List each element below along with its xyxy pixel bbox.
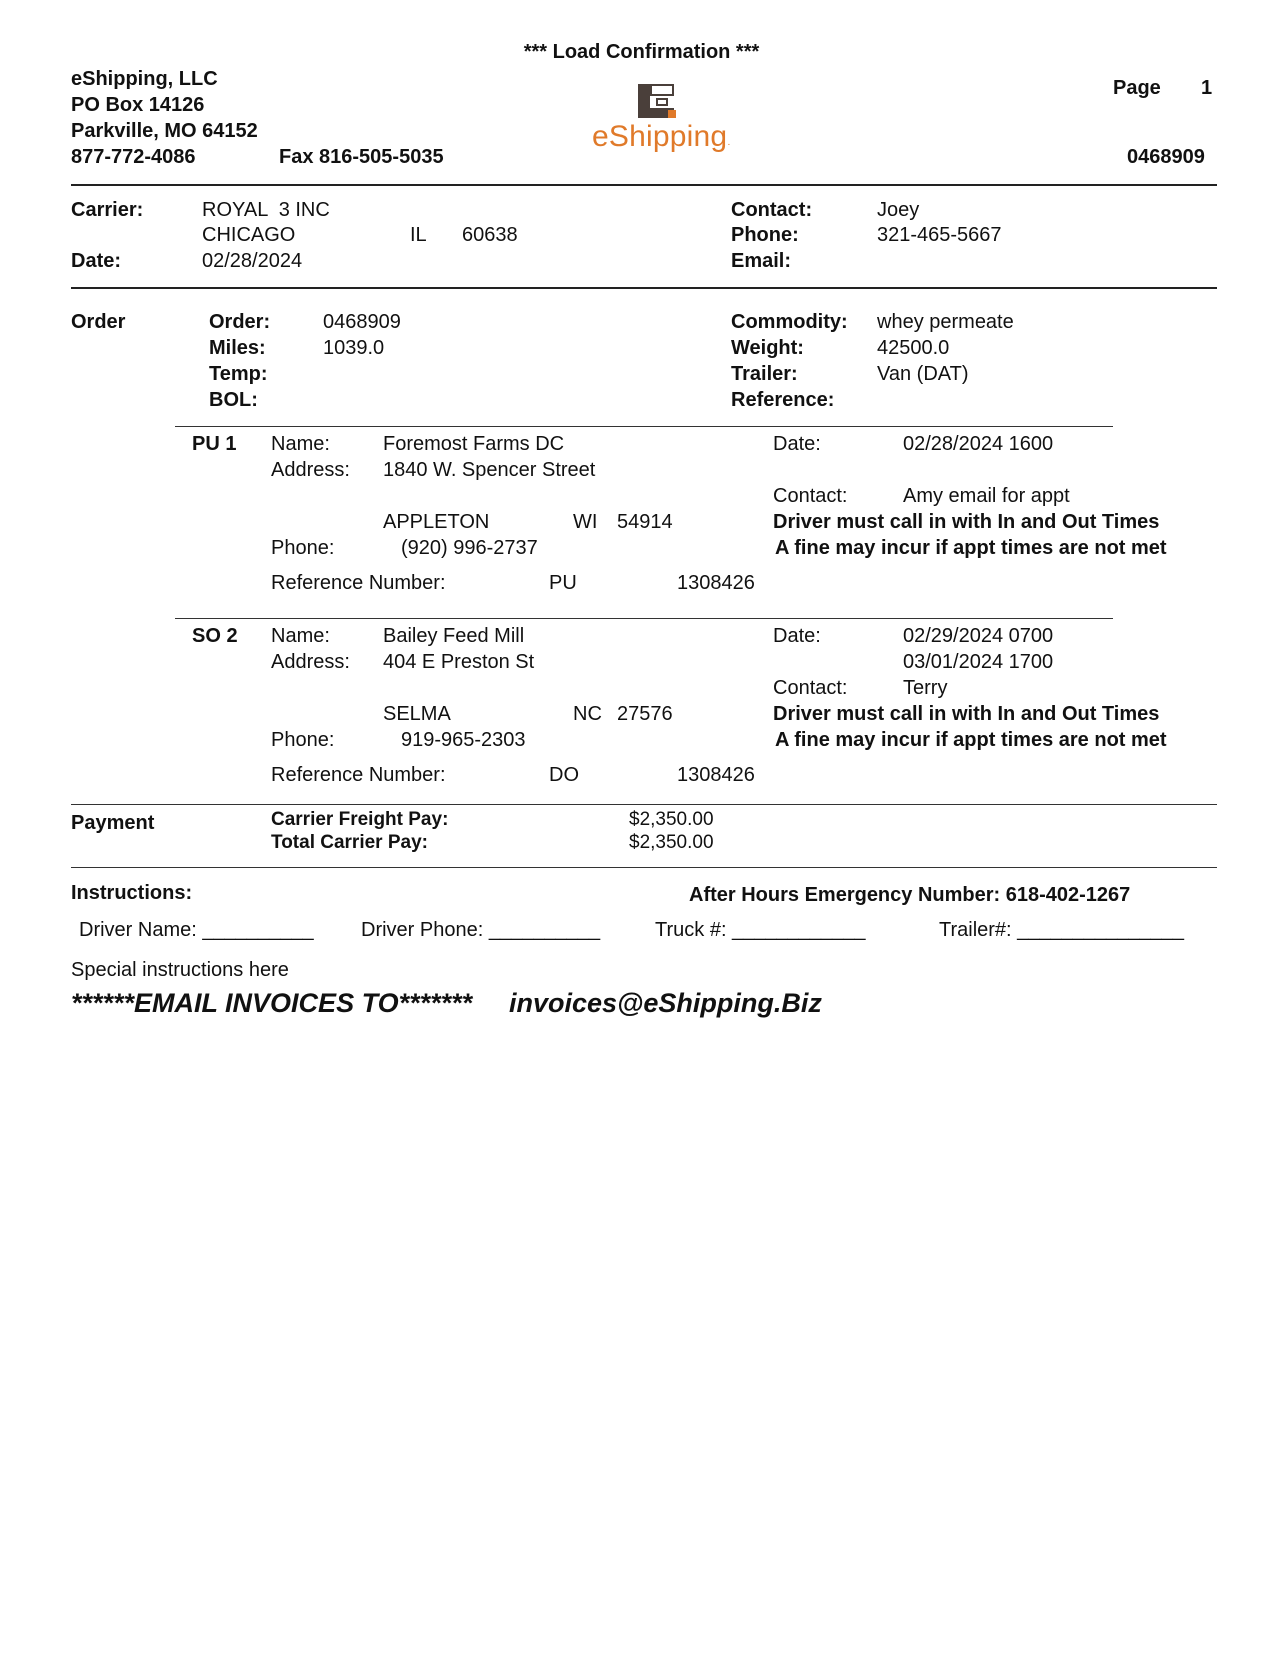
commodity-value: whey permeate (877, 311, 1014, 333)
stop-phone: (920) 996-2737 (401, 537, 538, 559)
stop-contact-label: Contact: (773, 677, 848, 699)
company-address-2: Parkville, MO 64152 (71, 120, 258, 142)
stop-contact-label: Contact: (773, 485, 848, 507)
stop-name-label: Name: (271, 625, 330, 647)
stop-city: APPLETON (383, 511, 490, 533)
payment-section-label: Payment (71, 812, 155, 834)
divider (71, 867, 1217, 868)
stop-divider (175, 618, 1113, 619)
stop-code: PU 1 (192, 433, 237, 455)
order-number-label: Order: (209, 311, 271, 333)
trailer-field: Trailer#: _______________ (939, 919, 1185, 941)
miles-label: Miles: (209, 337, 266, 359)
stop-state: NC (573, 703, 602, 725)
stop-zip: 54914 (617, 511, 673, 533)
total-pay-value: $2,350.00 (629, 832, 714, 853)
stop-note-call: Driver must call in with In and Out Times (773, 703, 1160, 725)
commodity-label: Commodity: (731, 311, 848, 333)
truck-field: Truck #: ____________ (655, 919, 866, 941)
stop-name: Foremost Farms DC (383, 433, 565, 455)
stop-divider (175, 426, 1113, 427)
logo-trademark: · (727, 139, 731, 150)
stop-name-label: Name: (271, 433, 330, 455)
eshipping-logo (590, 82, 740, 158)
stop-ref-type: PU (549, 572, 577, 594)
company-phone: 877-772-4086 (71, 146, 196, 168)
stop-date-label: Date: (773, 625, 821, 647)
divider (71, 804, 1217, 805)
carrier-zip: 60638 (462, 224, 518, 246)
load-number: 0468909 (1127, 146, 1205, 168)
stop-zip: 27576 (617, 703, 673, 725)
trailer-value: Van (DAT) (877, 363, 969, 385)
weight-value: 42500.0 (877, 337, 950, 359)
email-invoices-label: ******EMAIL INVOICES TO******* (71, 988, 473, 1018)
carrier-name: ROYAL 3 INC (202, 199, 330, 221)
carrier-state: IL (410, 224, 427, 246)
stop-date: 02/29/2024 0700 (903, 625, 1054, 647)
carrier-city: CHICAGO (202, 224, 296, 246)
bol-label: BOL: (209, 389, 258, 411)
stop-address: 404 E Preston St (383, 651, 535, 673)
page-label: Page (1113, 77, 1161, 99)
stop-note-fine: A fine may incur if appt times are not met (775, 729, 1167, 751)
carrier-phone-label: Phone: (731, 224, 799, 246)
order-section-label: Order (71, 311, 126, 333)
stop-address-label: Address: (271, 459, 350, 481)
stop-ref-label: Reference Number: (271, 572, 446, 594)
freight-pay-value: $2,350.00 (629, 809, 714, 830)
stop-ref-type: DO (549, 764, 579, 786)
total-pay-label: Total Carrier Pay: (271, 832, 428, 853)
driver-phone-field: Driver Phone: __________ (361, 919, 601, 941)
stop-contact: Amy email for appt (903, 485, 1070, 507)
driver-name-field: Driver Name: __________ (79, 919, 314, 941)
stop-ref-number: 1308426 (677, 572, 755, 594)
page-number: 1 (1201, 77, 1213, 99)
instructions-label: Instructions: (71, 882, 193, 904)
freight-pay-label: Carrier Freight Pay: (271, 809, 449, 830)
carrier-contact-label: Contact: (731, 199, 813, 221)
miles-value: 1039.0 (323, 337, 385, 359)
stop-name: Bailey Feed Mill (383, 625, 525, 647)
carrier-contact: Joey (877, 199, 920, 221)
company-name: eShipping, LLC (71, 68, 218, 90)
stop-note-fine: A fine may incur if appt times are not met (775, 537, 1167, 559)
carrier-label: Carrier: (71, 199, 144, 221)
eshipping-logo-icon (590, 82, 740, 122)
invoice-email-address: invoices@eShipping.Biz (509, 988, 822, 1018)
carrier-phone: 321-465-5667 (877, 224, 1002, 246)
stop-contact: Terry (903, 677, 948, 699)
trailer-label: Trailer: (731, 363, 798, 385)
stop-code: SO 2 (192, 625, 238, 647)
special-instructions: Special instructions here (71, 959, 289, 981)
stop-phone: 919-965-2303 (401, 729, 526, 751)
logo-text: eShipping (592, 120, 728, 153)
stop-ref-label: Reference Number: (271, 764, 446, 786)
divider (71, 184, 1217, 186)
stop-date-2: 03/01/2024 1700 (903, 651, 1054, 673)
reference-label: Reference: (731, 389, 835, 411)
stop-ref-number: 1308426 (677, 764, 755, 786)
temp-label: Temp: (209, 363, 268, 385)
stop-address-label: Address: (271, 651, 350, 673)
company-address-1: PO Box 14126 (71, 94, 205, 116)
divider (71, 287, 1217, 289)
stop-address: 1840 W. Spencer Street (383, 459, 596, 481)
weight-label: Weight: (731, 337, 804, 359)
carrier-date: 02/28/2024 (202, 250, 303, 272)
stop-city: SELMA (383, 703, 451, 725)
company-fax: Fax 816-505-5035 (279, 146, 444, 168)
emergency-number: After Hours Emergency Number: 618-402-1267 (689, 884, 1131, 906)
stop-state: WI (573, 511, 598, 533)
order-number: 0468909 (323, 311, 401, 333)
stop-phone-label: Phone: (271, 537, 335, 559)
carrier-date-label: Date: (71, 250, 122, 272)
document-title: *** Load Confirmation *** (523, 41, 760, 63)
stop-note-call: Driver must call in with In and Out Times (773, 511, 1160, 533)
stop-phone-label: Phone: (271, 729, 335, 751)
stop-date-label: Date: (773, 433, 821, 455)
carrier-email-label: Email: (731, 250, 792, 272)
stop-date: 02/28/2024 1600 (903, 433, 1054, 455)
